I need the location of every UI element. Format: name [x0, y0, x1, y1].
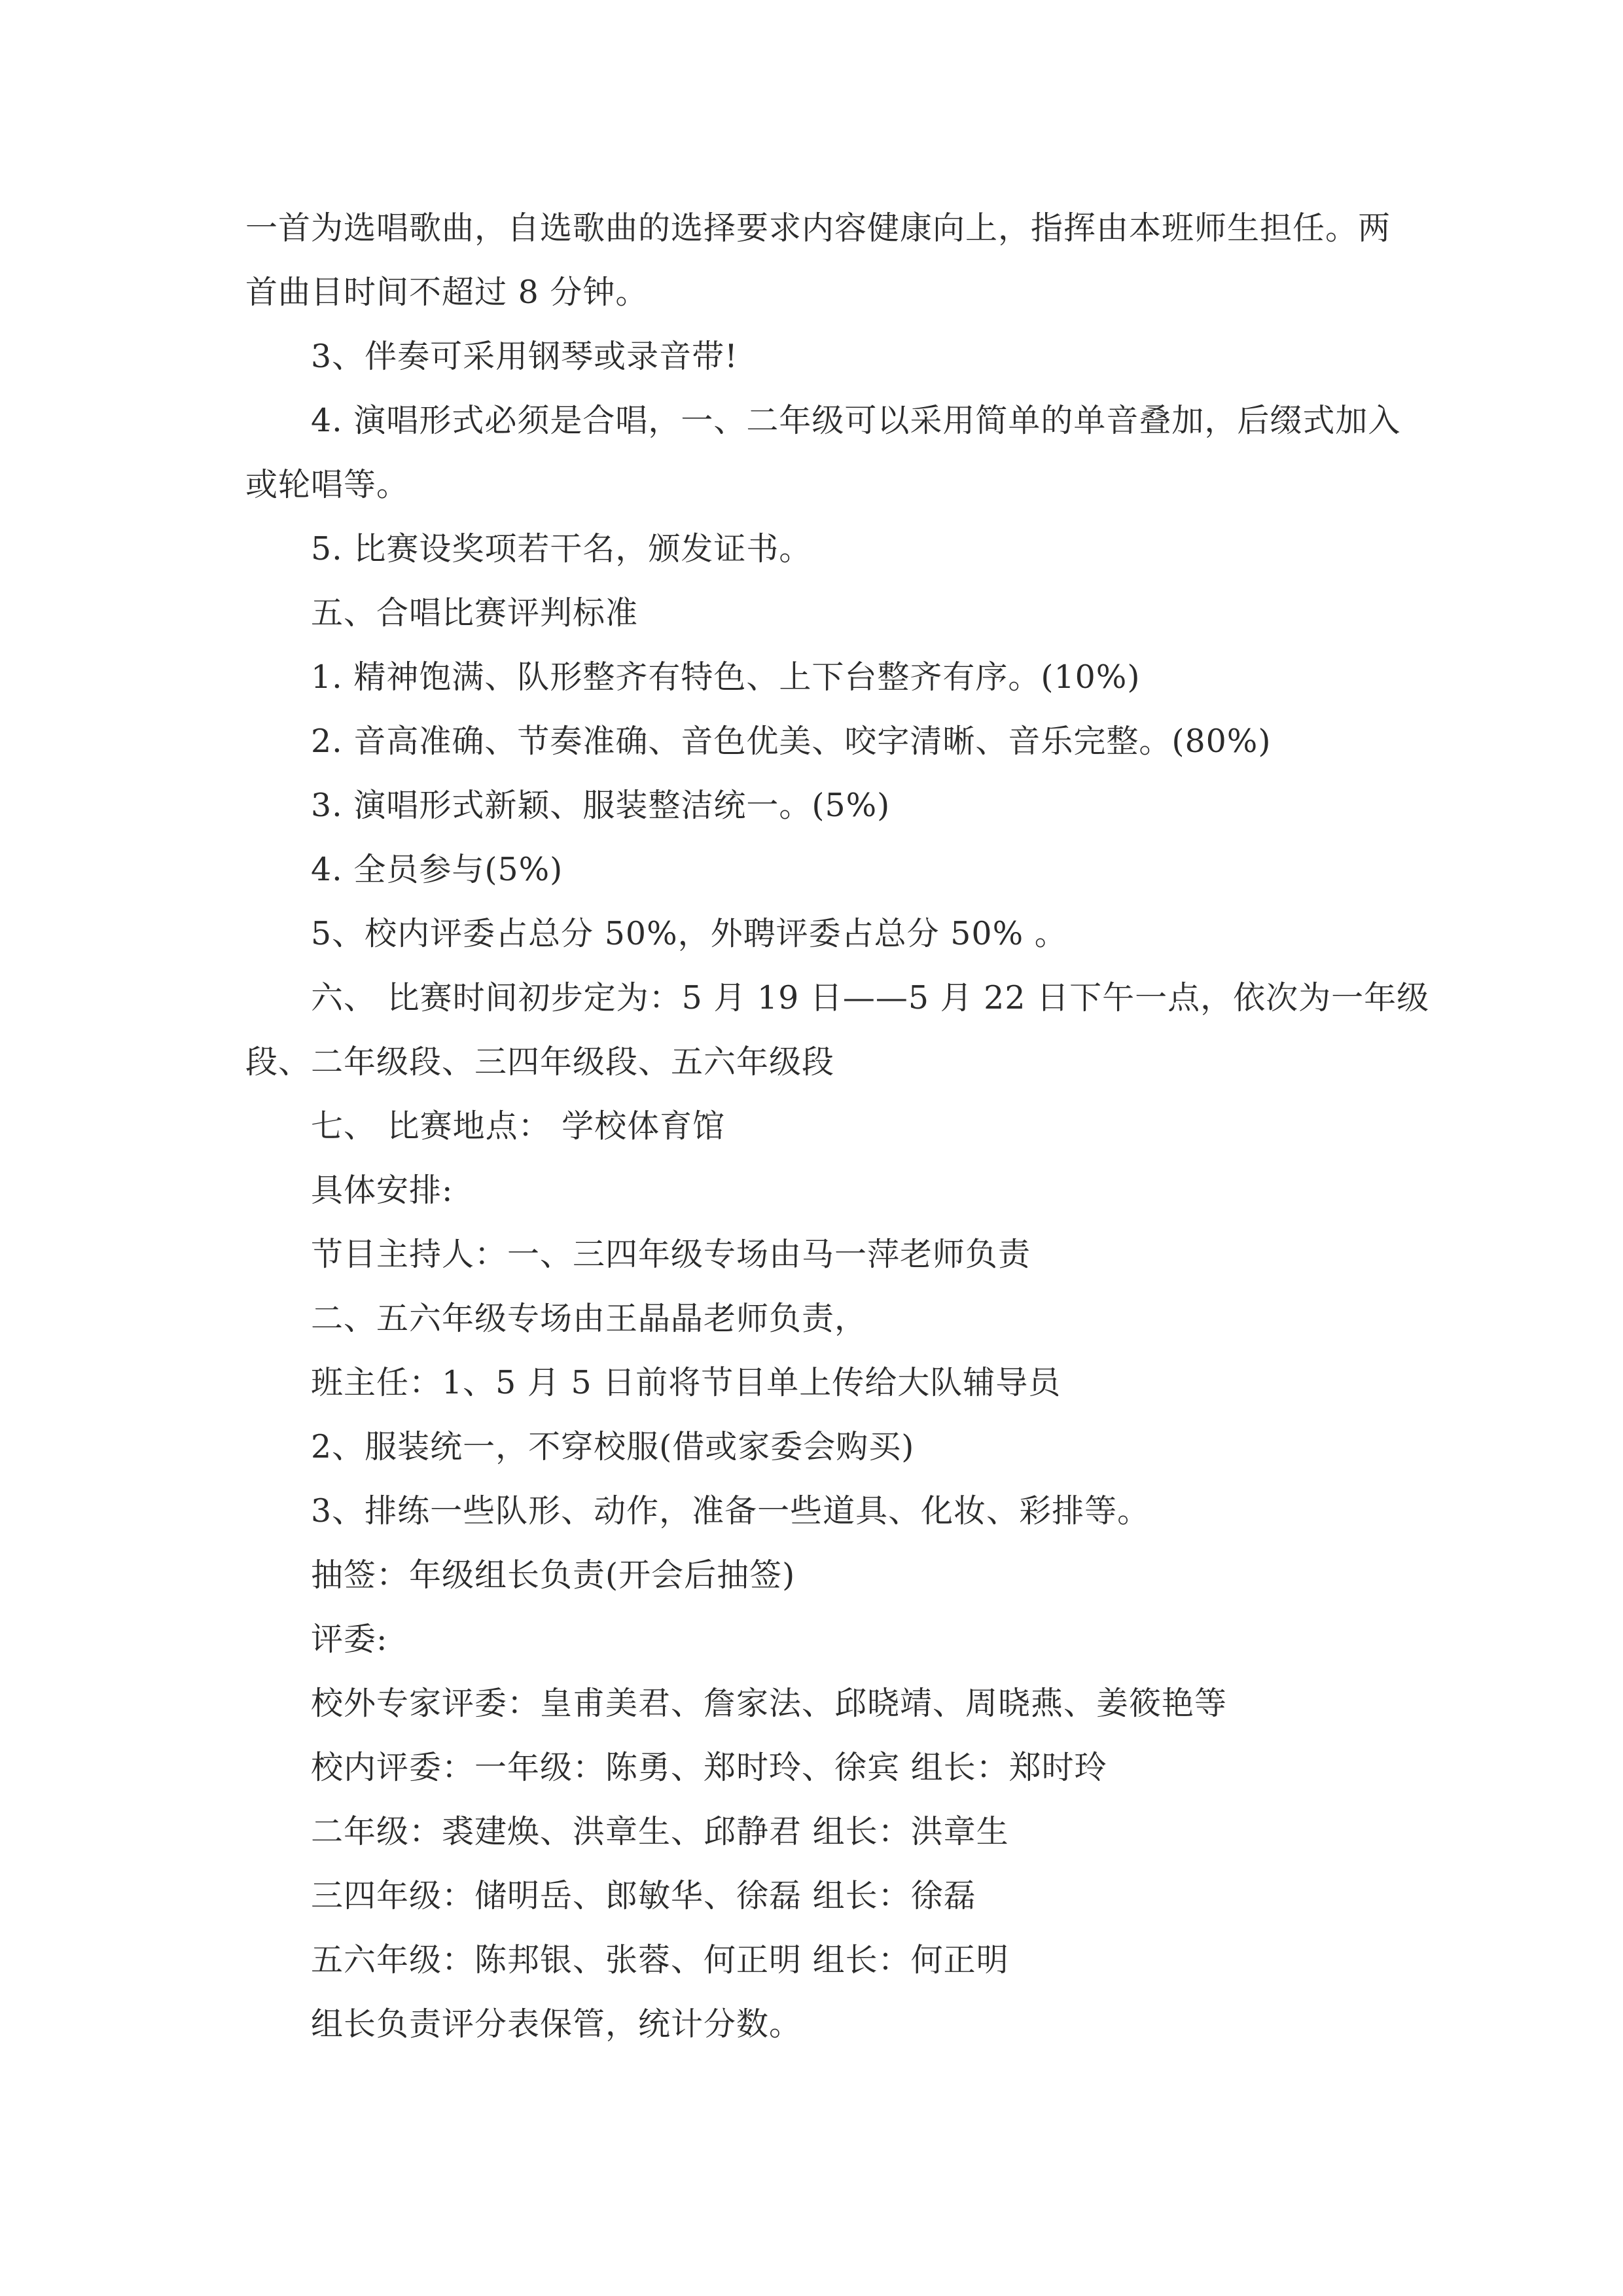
text-line: 二年级：裘建焕、洪章生、邱静君 组长：洪章生 [311, 1813, 1009, 1850]
text-line: 3、排练一些队形、动作，准备一些道具、化妆、彩排等。 [311, 1492, 1150, 1530]
text-line: 班主任：1、5 月 5 日前将节目单上传给大队辅导员 [311, 1364, 1061, 1401]
text-line: 五、合唱比赛评判标准 [311, 594, 639, 632]
text-line: 二、五六年级专场由王晶晶老师负责， [311, 1300, 868, 1337]
text-line: 2. 音高准确、节奏准确、音色优美、咬字清晰、音乐完整。(80%) [311, 723, 1272, 760]
document-body [245, 196, 1430, 2056]
text-line: 5. 比赛设奖项若干名，颁发证书。 [311, 530, 812, 567]
text-line: 4. 演唱形式必须是合唱，一、二年级可以采用简单的单音叠加，后缀式加入 [311, 402, 1401, 439]
text-line: 或轮唱等。 [245, 466, 410, 503]
text-line: 具体安排: [311, 1172, 454, 1209]
text-line: 2、服装统一，不穿校服(借或家委会购买) [311, 1428, 915, 1465]
text-line: 抽签：年级组长负责(开会后抽签) [311, 1556, 796, 1594]
text-line: 组长负责评分表保管，统计分数。 [311, 2005, 802, 2043]
text-line: 三四年级：储明岳、郎敏华、徐磊 组长：徐磊 [311, 1877, 976, 1914]
text-line: 节目主持人：一、三四年级专场由马一萍老师负责 [311, 1236, 1031, 1273]
text-line: 评委: [311, 1621, 388, 1658]
text-line: 校内评委：一年级：陈勇、郑时玲、徐宾 组长：郑时玲 [311, 1749, 1107, 1786]
text-line: 六、 比赛时间初步定为：5 月 19 日——5 月 22 日下午一点，依次为一年级 [311, 979, 1430, 1016]
text-line: 七、 比赛地点： 学校体育馆 [311, 1107, 726, 1145]
text-line: 五六年级：陈邦银、张蓉、何正明 组长：何正明 [311, 1941, 1009, 1979]
text-line: 3、伴奏可采用钢琴或录音带! [311, 338, 738, 375]
text-line: 段、二年级段、三四年级段、五六年级段 [245, 1043, 835, 1081]
text-line: 一首为选唱歌曲，自选歌曲的选择要求内容健康向上，指挥由本班师生担任。两 [245, 209, 1391, 247]
text-line: 首曲目时间不超过 8 分钟。 [245, 274, 649, 311]
text-line: 5、校内评委占总分 50%，外聘评委占总分 50% 。 [311, 915, 1067, 952]
text-line: 校外专家评委：皇甫美君、詹家法、邱晓靖、周晓燕、姜筱艳等 [311, 1685, 1228, 1722]
text-line: 4. 全员参与(5%) [311, 851, 563, 888]
text-line: 1. 精神饱满、队形整齐有特色、上下台整齐有序。(10%) [311, 658, 1141, 696]
text-line: 3. 演唱形式新颖、服装整洁统一。(5%) [311, 787, 891, 824]
